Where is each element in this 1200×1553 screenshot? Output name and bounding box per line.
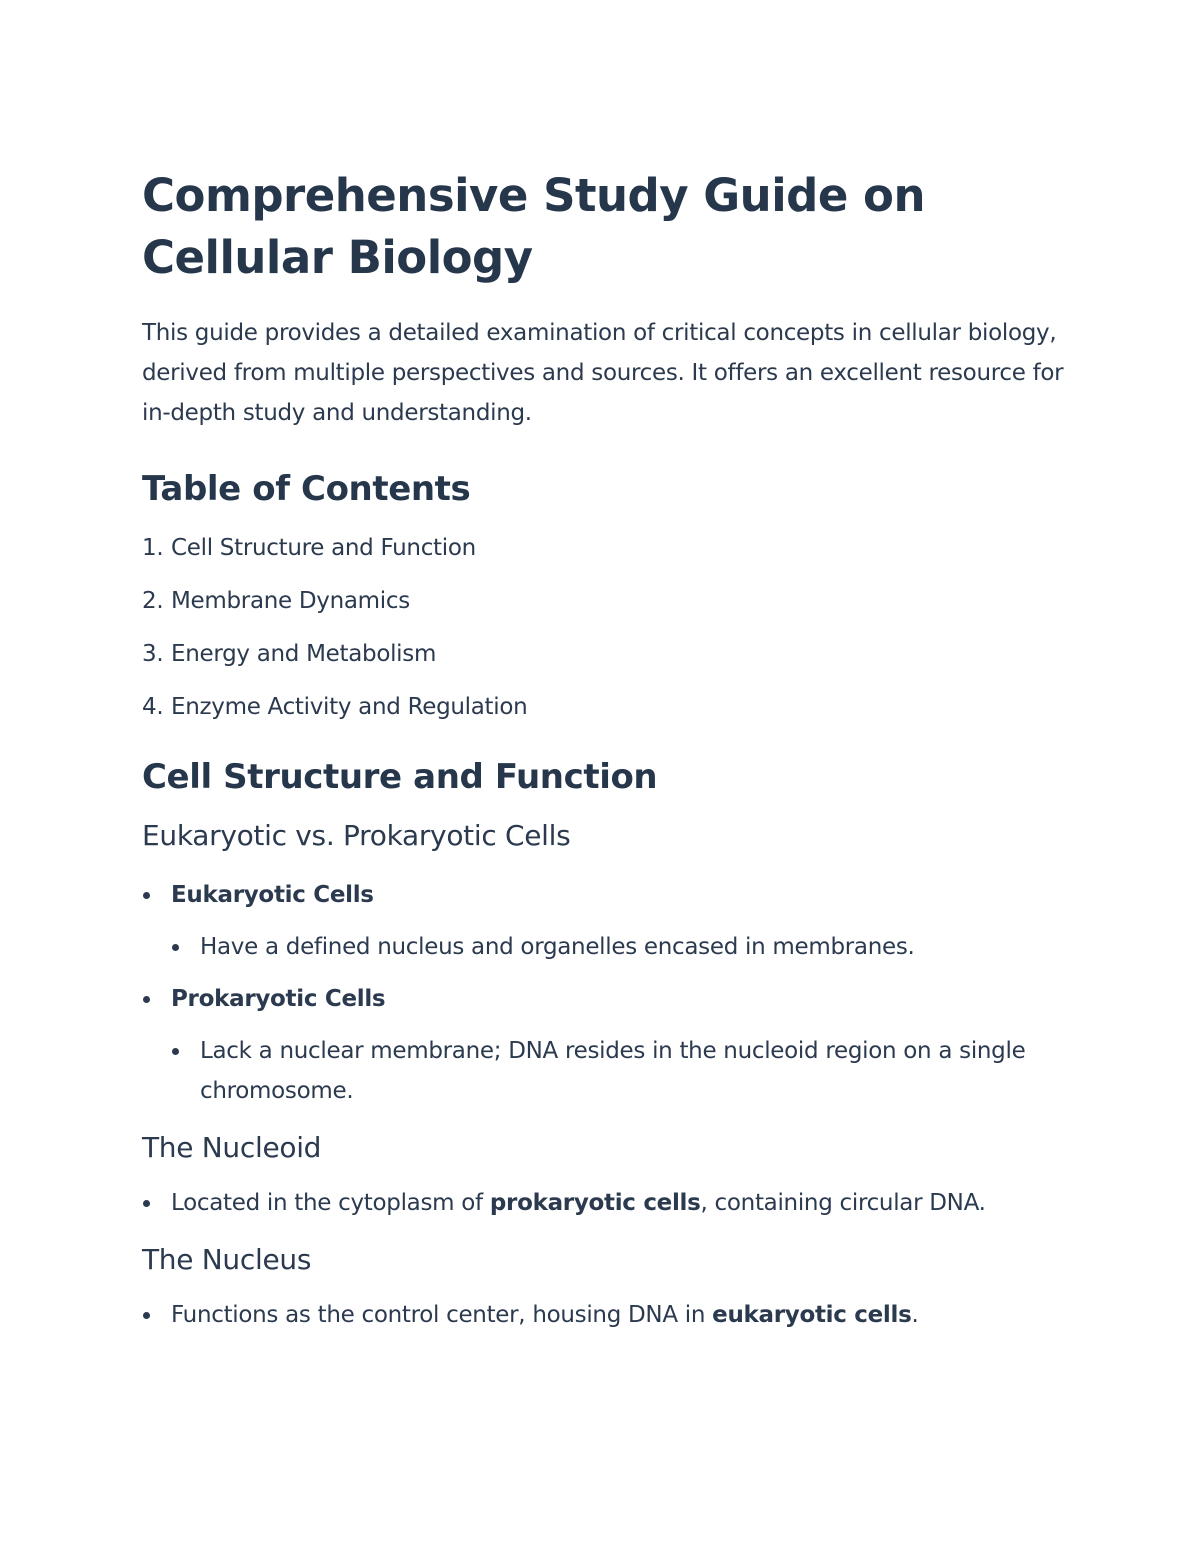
bullet-icon <box>143 1312 150 1319</box>
toc-item-label: Cell Structure and Function <box>171 535 476 561</box>
table-of-contents <box>142 533 1072 723</box>
list-item <box>142 1295 1072 1335</box>
list-item <box>171 1031 1072 1111</box>
document-title: Comprehensive Study Guide on Cellular Biology <box>142 169 925 284</box>
toc-item[interactable] <box>142 639 1072 670</box>
toc-item[interactable] <box>142 533 1072 564</box>
toc-item[interactable] <box>142 586 1072 617</box>
list-item-text-before: Functions as the control center, housing DNA in <box>171 1302 713 1328</box>
bullet-icon <box>143 892 150 899</box>
subsection-heading-nucleoid: The Nucleoid <box>142 1131 322 1164</box>
bullet-icon <box>143 996 150 1003</box>
toc-item-number: 2. <box>142 588 164 614</box>
list-item <box>171 927 1072 967</box>
bullet-icon <box>143 1200 150 1207</box>
list-item-prokaryotic <box>142 979 1072 1111</box>
toc-item-number: 4. <box>142 694 164 720</box>
list-item-text-after: , containing circular DNA. <box>700 1190 986 1216</box>
list-item-text-before: Located in the cytoplasm of <box>171 1190 490 1216</box>
bullet-icon <box>172 1048 179 1055</box>
list-item-text: Have a defined nucleus and organelles encased in membranes. <box>200 934 915 960</box>
toc-item[interactable] <box>142 692 1072 723</box>
toc-item-label: Enzyme Activity and Regulation <box>171 694 528 720</box>
list-item-label: Prokaryotic Cells <box>171 986 386 1012</box>
list-item-emphasis: eukaryotic cells <box>712 1302 912 1328</box>
subsection-heading-cell-types: Eukaryotic vs. Prokaryotic Cells <box>142 819 571 852</box>
list-item-eukaryotic <box>142 875 1072 967</box>
nested-list <box>171 1031 1072 1111</box>
subsection-heading-nucleus: The Nucleus <box>142 1243 312 1276</box>
toc-heading: Table of Contents <box>142 469 471 509</box>
toc-item-label: Energy and Metabolism <box>171 641 437 667</box>
list-item-label: Eukaryotic Cells <box>171 882 374 908</box>
nucleoid-list <box>142 1183 1072 1223</box>
list-item <box>142 1183 1072 1223</box>
document-page <box>142 165 1072 1335</box>
list-item-text-after: . <box>911 1302 919 1328</box>
section-heading-cell-structure: Cell Structure and Function <box>142 757 658 797</box>
toc-item-label: Membrane Dynamics <box>171 588 410 614</box>
list-item-emphasis: prokaryotic cells <box>489 1190 701 1216</box>
nucleus-list <box>142 1295 1072 1335</box>
toc-item-number: 3. <box>142 641 164 667</box>
nested-list <box>171 927 1072 967</box>
list-item-text: Lack a nuclear membrane; DNA resides in the nucleoid region on a single chromosome. <box>200 1038 1026 1104</box>
bullet-icon <box>172 944 179 951</box>
toc-item-number: 1. <box>142 535 164 561</box>
cell-types-list <box>142 875 1072 1111</box>
intro-paragraph: This guide provides a detailed examination of critical concepts in cellular biology, derived from multiple perspectives and sources. It offers an excellent resource for in-depth study and understanding. <box>142 320 1064 426</box>
